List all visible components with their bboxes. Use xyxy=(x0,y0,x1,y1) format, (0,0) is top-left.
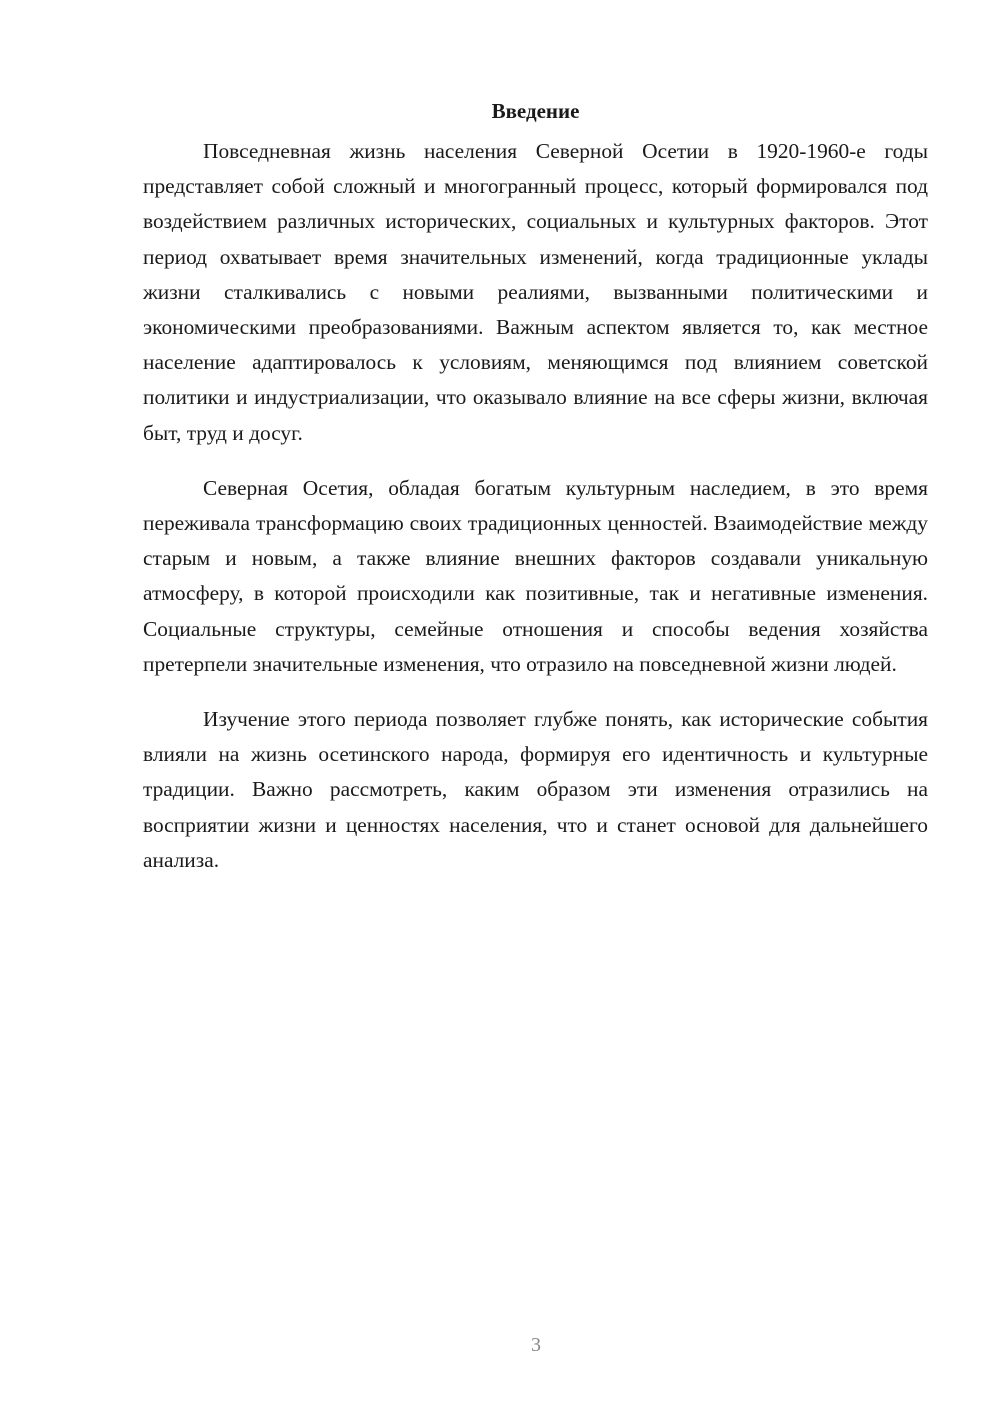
paragraph-3: Изучение этого периода позволяет глубже понять, как исторические события влияли на жизнь осетинского народа, формируя его идентичность и культурные традиции. Важно рассмотреть, каким образом эти изменения отразились на восприятии жизни и ценностях населения, что и станет основой для дальнейшего анализа. xyxy=(143,707,928,872)
section-title: Введение xyxy=(491,99,580,123)
paragraph-1: Повседневная жизнь населения Северной Осетии в 1920-1960-е годы представляет собой сложный и многогранный процесс, который формировался под воздействием различных исторических, социальных и культурных факторов. Этот период охватывает время значительных изменений, когда традиционные уклады жизни сталкивались с новыми реалиями, вызванными политическими и экономическими преобразованиями. Важным аспектом является то, как местное население адаптировалось к условиям, меняющимся под влиянием советской политики и индустриализации, что оказывало влияние на все сферы жизни, включая быт, труд и досуг. xyxy=(143,139,928,445)
page-content xyxy=(143,96,928,898)
paragraph-2: Северная Осетия, обладая богатым культурным наследием, в это время переживала трансформацию своих традиционных ценностей. Взаимодействие между старым и новым, а также влияние внешних факторов создавали уникальную атмосферу, в которой происходили как позитивные, так и негативные изменения. Социальные структуры, семейные отношения и способы ведения хозяйства претерпели значительные изменения, что отразило на повседневной жизни людей. xyxy=(143,475,928,676)
page-number: 3 xyxy=(531,1334,541,1356)
